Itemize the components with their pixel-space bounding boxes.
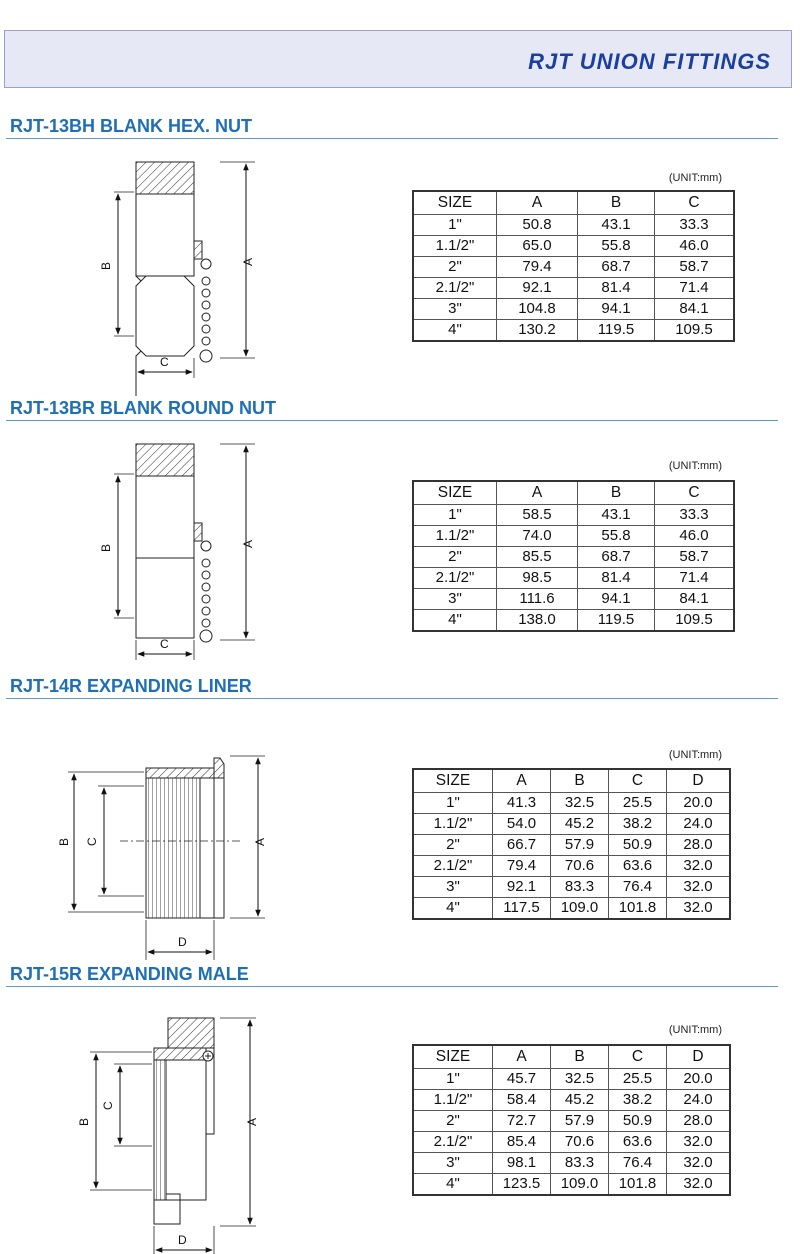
cell: 66.7 [493, 835, 551, 856]
section-divider [6, 986, 778, 987]
cell: 41.3 [493, 793, 551, 814]
table-row [413, 1153, 730, 1174]
cell: 43.1 [578, 215, 655, 236]
cell: 32.5 [551, 793, 609, 814]
table-row [413, 856, 730, 877]
cell: 84.1 [655, 299, 735, 320]
cell: 43.1 [578, 505, 655, 526]
table-row [413, 1090, 730, 1111]
table-header-row [413, 481, 734, 505]
cell: 85.5 [497, 547, 578, 568]
col-size: SIZE [413, 191, 497, 215]
cell: 25.5 [609, 793, 667, 814]
cell: 4" [413, 610, 497, 632]
cell: 32.0 [667, 1132, 731, 1153]
cell: 119.5 [578, 610, 655, 632]
header-banner [4, 30, 792, 88]
cell: 2" [413, 257, 497, 278]
table-row [413, 236, 734, 257]
table-row [413, 793, 730, 814]
section-title: RJT-14R EXPANDING LINER [10, 676, 252, 696]
table-row [413, 215, 734, 236]
col-a: A [497, 191, 578, 215]
cell: 68.7 [578, 257, 655, 278]
dim-label-b: B [99, 261, 113, 270]
cell: 24.0 [667, 1090, 731, 1111]
table-row [413, 547, 734, 568]
cell: 2.1/2" [413, 568, 497, 589]
banner-title: RJT UNION FITTINGS [528, 49, 771, 74]
dim-label-c: C [85, 837, 99, 846]
dim-label-b: B [99, 543, 113, 552]
section-title: RJT-13BH BLANK HEX. NUT [10, 116, 253, 136]
col-size: SIZE [413, 1045, 493, 1069]
cell: 4" [413, 320, 497, 342]
table-header-row [413, 191, 734, 215]
col-c: C [609, 1045, 667, 1069]
cell: 4" [413, 1174, 493, 1196]
cell: 109.0 [551, 1174, 609, 1196]
col-size: SIZE [413, 481, 497, 505]
cell: 45.2 [551, 1090, 609, 1111]
cell: 101.8 [609, 1174, 667, 1196]
table-row [413, 835, 730, 856]
cell: 58.4 [493, 1090, 551, 1111]
col-a: A [493, 769, 551, 793]
dim-label-a: A [241, 539, 255, 548]
cell: 98.1 [493, 1153, 551, 1174]
cell: 57.9 [551, 835, 609, 856]
dim-label-c: C [101, 1101, 115, 1110]
section-divider [6, 420, 778, 421]
cell: 2.1/2" [413, 856, 493, 877]
cell: 63.6 [609, 856, 667, 877]
col-size: SIZE [413, 769, 493, 793]
cell: 46.0 [655, 526, 735, 547]
table-row [413, 299, 734, 320]
cell: 3" [413, 1153, 493, 1174]
section-title: RJT-13BR BLANK ROUND NUT [10, 398, 277, 418]
cell: 20.0 [667, 793, 731, 814]
cell: 130.2 [497, 320, 578, 342]
table-row [413, 589, 734, 610]
cell: 1" [413, 1069, 493, 1090]
cell: 57.9 [551, 1111, 609, 1132]
cell: 3" [413, 299, 497, 320]
dim-label-d: D [178, 1233, 187, 1247]
cell: 1.1/2" [413, 814, 493, 835]
table-row [413, 1069, 730, 1090]
table-row [413, 877, 730, 898]
cell: 2.1/2" [413, 278, 497, 299]
cell: 2" [413, 835, 493, 856]
dim-label-b: B [57, 837, 71, 846]
dim-label-a: A [253, 837, 267, 846]
cell: 70.6 [551, 1132, 609, 1153]
cell: 63.6 [609, 1132, 667, 1153]
cell: 74.0 [497, 526, 578, 547]
round-nut-drawing [60, 428, 290, 658]
cell: 2.1/2" [413, 1132, 493, 1153]
col-b: B [551, 769, 609, 793]
table-row [413, 610, 734, 632]
cell: 32.0 [667, 898, 731, 920]
section-13br [0, 398, 800, 688]
cell: 81.4 [578, 568, 655, 589]
cell: 94.1 [578, 299, 655, 320]
cell: 3" [413, 877, 493, 898]
cell: 83.3 [551, 877, 609, 898]
col-c: C [655, 191, 735, 215]
spec-table [412, 1044, 731, 1196]
cell: 1" [413, 793, 493, 814]
table-row [413, 320, 734, 342]
cell: 109.5 [655, 610, 735, 632]
cell: 71.4 [655, 568, 735, 589]
unit-label: (UNIT:mm) [668, 172, 722, 184]
cell: 50.8 [497, 215, 578, 236]
table-row [413, 898, 730, 920]
cell: 46.0 [655, 236, 735, 257]
dim-label-b: B [77, 1117, 91, 1126]
col-a: A [497, 481, 578, 505]
expanding-liner-drawing [57, 706, 290, 949]
cell: 119.5 [578, 320, 655, 342]
cell: 55.8 [578, 236, 655, 257]
col-d: D [667, 1045, 731, 1069]
cell: 32.0 [667, 877, 731, 898]
cell: 109.5 [655, 320, 735, 342]
cell: 71.4 [655, 278, 735, 299]
table-header-row [413, 1045, 730, 1069]
spec-table [412, 480, 735, 632]
cell: 45.2 [551, 814, 609, 835]
table-row [413, 1132, 730, 1153]
cell: 28.0 [667, 835, 731, 856]
cell: 28.0 [667, 1111, 731, 1132]
cell: 1" [413, 215, 497, 236]
section-15r [0, 964, 800, 1254]
cell: 68.7 [578, 547, 655, 568]
cell: 2" [413, 547, 497, 568]
section-14r [0, 676, 800, 966]
cell: 33.3 [655, 215, 735, 236]
cell: 1.1/2" [413, 1090, 493, 1111]
spec-table [412, 768, 731, 920]
dim-label-a: A [241, 257, 255, 266]
cell: 38.2 [609, 814, 667, 835]
cell: 33.3 [655, 505, 735, 526]
dim-label-d: D [178, 935, 187, 949]
cell: 84.1 [655, 589, 735, 610]
cell: 92.1 [497, 278, 578, 299]
cell: 94.1 [578, 589, 655, 610]
cell: 81.4 [578, 278, 655, 299]
dim-label-c: C [160, 355, 169, 369]
cell: 25.5 [609, 1069, 667, 1090]
dim-label-a: A [245, 1117, 259, 1126]
col-b: B [578, 191, 655, 215]
table-row [413, 568, 734, 589]
cell: 45.7 [493, 1069, 551, 1090]
cell: 54.0 [493, 814, 551, 835]
cell: 83.3 [551, 1153, 609, 1174]
table-row [413, 505, 734, 526]
col-c: C [655, 481, 735, 505]
cell: 85.4 [493, 1132, 551, 1153]
cell: 24.0 [667, 814, 731, 835]
cell: 32.0 [667, 856, 731, 877]
cell: 50.9 [609, 835, 667, 856]
cell: 70.6 [551, 856, 609, 877]
col-a: A [493, 1045, 551, 1069]
cell: 138.0 [497, 610, 578, 632]
cell: 123.5 [493, 1174, 551, 1196]
section-13bh [0, 116, 800, 406]
cell: 79.4 [493, 856, 551, 877]
expanding-male-drawing [60, 994, 290, 1247]
table-row [413, 1174, 730, 1196]
cell: 58.5 [497, 505, 578, 526]
hex-nut-drawing [60, 146, 290, 376]
col-d: D [667, 769, 731, 793]
table-row [413, 257, 734, 278]
cell: 32.0 [667, 1153, 731, 1174]
cell: 1" [413, 505, 497, 526]
cell: 79.4 [497, 257, 578, 278]
cell: 92.1 [493, 877, 551, 898]
col-b: B [578, 481, 655, 505]
cell: 101.8 [609, 898, 667, 920]
dim-label-c: C [160, 637, 169, 651]
cell: 109.0 [551, 898, 609, 920]
unit-label: (UNIT:mm) [668, 1024, 722, 1036]
cell: 20.0 [667, 1069, 731, 1090]
col-c: C [609, 769, 667, 793]
unit-label: (UNIT:mm) [668, 460, 722, 472]
cell: 65.0 [497, 236, 578, 257]
cell: 38.2 [609, 1090, 667, 1111]
spec-table [412, 190, 735, 342]
cell: 111.6 [497, 589, 578, 610]
table-row [413, 1111, 730, 1132]
cell: 3" [413, 589, 497, 610]
table-row [413, 526, 734, 547]
section-title: RJT-15R EXPANDING MALE [10, 964, 249, 984]
cell: 50.9 [609, 1111, 667, 1132]
cell: 58.7 [655, 257, 735, 278]
cell: 1.1/2" [413, 236, 497, 257]
cell: 98.5 [497, 568, 578, 589]
cell: 32.5 [551, 1069, 609, 1090]
table-row [413, 814, 730, 835]
cell: 32.0 [667, 1174, 731, 1196]
cell: 4" [413, 898, 493, 920]
cell: 76.4 [609, 1153, 667, 1174]
cell: 55.8 [578, 526, 655, 547]
cell: 1.1/2" [413, 526, 497, 547]
section-divider [6, 698, 778, 699]
cell: 58.7 [655, 547, 735, 568]
section-divider [6, 138, 778, 139]
unit-label: (UNIT:mm) [668, 749, 722, 761]
cell: 104.8 [497, 299, 578, 320]
cell: 72.7 [493, 1111, 551, 1132]
table-header-row [413, 769, 730, 793]
col-b: B [551, 1045, 609, 1069]
cell: 76.4 [609, 877, 667, 898]
cell: 2" [413, 1111, 493, 1132]
table-row [413, 278, 734, 299]
cell: 117.5 [493, 898, 551, 920]
